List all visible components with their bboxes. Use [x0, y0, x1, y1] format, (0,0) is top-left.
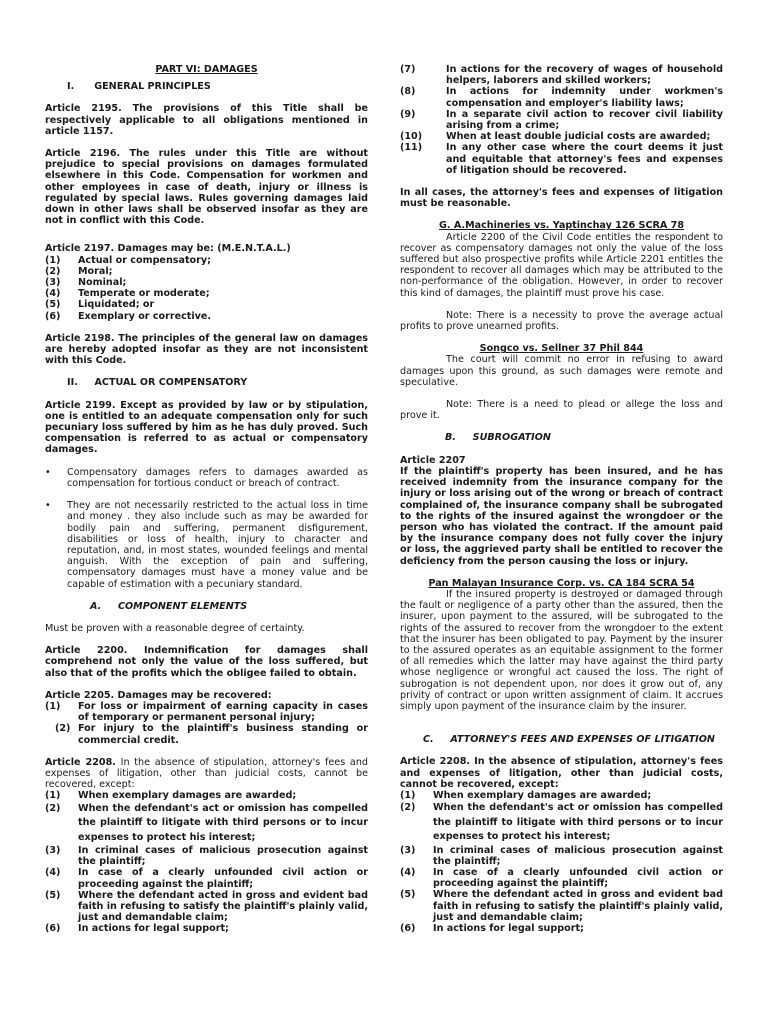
list-item: (5) Where the defendant acted in gross and evident bad faith in refusing to satisfy the plaintiff's plainly valid, just and demandable claim;: [400, 889, 723, 923]
list-item: (6) In actions for legal support;: [400, 923, 584, 935]
case-title-pan-malayan: Pan Malayan Insurance Corp. vs. CA 184 SCRA 54: [428, 577, 695, 589]
list-item: (4) Temperate or moderate;: [45, 288, 210, 300]
list-item: (10) When at least double judicial costs are awarded;: [400, 131, 711, 143]
all-cases-reasonable: In all cases, the attorney's fees and expenses of litigation must be reasonable.: [400, 187, 723, 210]
case-body-ga-machineries: Article 2200 of the Civil Code entitles the respondent to recover as compensatory damages not only the value of the loss suffered but also prospective profits while Article 2201 entitles the respondent to recover all damages which may be attributed to the non-performance of the obligation. However, in order to recover this kind of damages, the plaintiff must prove his case.: [400, 231, 723, 299]
article-2197-heading: Article 2197. Damages may be: (M.E.N.T.A.L.): [45, 243, 291, 255]
list-item: (11) In any other case where the court deems it just and equitable that attorney's fees and expenses of litigation should be recovered.: [400, 142, 723, 176]
section-attorneys-fees: C. ATTORNEY'S FEES AND EXPENSES OF LITIGATION: [423, 734, 715, 746]
bullet-item: • They are not necessarily restricted to the actual loss in time and money . they also include such as may be awarded for bodily pain and suffering, permanent disfigurement, disabilities or loss of health, injury to character and reputation, and, in most states, wounded feelings and mental anguish. With the exception of pain and suffering, compensatory damages must have a money value and be capable of estimation with a pecuniary standard.: [45, 500, 368, 590]
list-item: (3) In criminal cases of malicious prosecution against the plaintiff;: [45, 845, 368, 868]
article-2195: Article 2195. The provisions of this Title shall be respectively applicable to all obligations mentioned in article 1157.: [45, 103, 368, 137]
case-note-songco: Note: There is a need to plead or allege the loss and prove it.: [400, 399, 723, 422]
article-2208-continued-list: [400, 64, 723, 176]
section-general-principles: I. GENERAL PRINCIPLES: [67, 81, 211, 93]
article-2208-right: Article 2208. In the absence of stipulation, attorney's fees and expenses of litigation, other than judicial costs, cannot be recovered, except:: [400, 756, 723, 790]
proven-note: Must be proven with a reasonable degree of certainty.: [45, 622, 305, 634]
article-2196: Article 2196. The rules under this Title are without prejudice to special provisions on damages formulated elsewhere in this Code. Compensation for workmen and other employees in case of death, injury or illness is regulated by special laws. Rules governing damages laid down in other laws shall be observed insofar as they are not in conflict with this Code.: [45, 148, 368, 227]
case-body-songco: The court will commit no error in refusing to award damages upon this ground, as such damages were remote and speculative.: [400, 354, 723, 388]
list-item: (2) For injury to the plaintiff's business standing or commercial credit.: [55, 723, 368, 746]
list-item: (4) In case of a clearly unfounded civil action or proceeding against the plaintiff;: [45, 867, 368, 890]
list-item: (3) In criminal cases of malicious prosecution against the plaintiff;: [400, 844, 723, 867]
list-item: (5) Liquidated; or: [45, 299, 155, 311]
list-item: (8) In actions for indemnity under workmen's compensation and employer's liability laws;: [400, 86, 723, 109]
article-2199: Article 2199. Except as provided by law or by stipulation, one is entitled to an adequate compensation only for such pecuniary loss suffered by him as he has duly proved. Such compensation is referred to as actual or compensatory damages.: [45, 399, 368, 456]
list-item: (1) Actual or compensatory;: [45, 254, 211, 266]
article-2200: Article 2200. Indemnification for damages shall comprehend not only the value of the loss suffered, but also that of the profits which the obligee failed to obtain.: [45, 645, 368, 679]
article-2198: Article 2198. The principles of the general law on damages are hereby adopted insofar as they are not inconsistent with this Code.: [45, 332, 368, 367]
article-2197-list: [45, 255, 368, 322]
list-item: (6) In actions for legal support;: [45, 923, 229, 935]
list-item: (2) Moral;: [45, 265, 113, 277]
article-2208-left-list: [45, 790, 368, 934]
bullet-glyph: •: [45, 466, 51, 478]
bullet-glyph: •: [45, 500, 51, 512]
article-2208-left: Article 2208. In the absence of stipulation, attorney's fees and expenses of litigation, other than judicial costs, cannot be recovered, except:: [45, 756, 368, 791]
case-title-songco: Songco vs. Sellner 37 Phil 844: [479, 343, 644, 355]
list-item: (9) In a separate civil action to recover civil liability arising from a crime;: [400, 108, 723, 132]
article-2208-right-list: [400, 790, 723, 934]
list-item: (1) When exemplary damages are awarded;: [400, 789, 652, 801]
list-item: (2) When the defendant's act or omission has compelled the plaintiff to litigate with third persons or to incur expenses to protect his interest;: [400, 802, 723, 843]
list-item: (1) When exemplary damages are awarded;: [45, 790, 297, 802]
section-component-elements: A. COMPONENT ELEMENTS: [90, 600, 248, 612]
case-note-ga-machineries: Note: There is a necessity to prove the average actual profits to prove unearned profits.: [400, 309, 723, 333]
list-item: (3) Nominal;: [45, 277, 127, 289]
case-body-pan-malayan: If the insured property is destroyed or damaged through the fault or negligence of a party other than the assured, then the insurer, upon payment to the assured, will be subrogated to the rights of the assured to recover from the wrongdoer to the extent that the insurer has been obligated to pay. Payment by the insurer to the assured operates as an equitable assignment to the former of all remedies which the latter may have against the third party whose negligence or wrongful act caused the loss. The right of subrogation is not dependent upon, nor does it grow out of, any privity of contract or upon written assignment of claim. It accrues simply upon payment of the insurance claim by the insurer.: [400, 588, 723, 712]
case-title-ga-machineries: G. A.Machineries vs. Yaptinchay 126 SCRA 78: [438, 220, 684, 232]
list-item: (6) Exemplary or corrective.: [45, 310, 212, 322]
article-2205-list: [45, 701, 368, 746]
bullet-item: • Compensatory damages refers to damages awarded as compensation for tortious conduct or breach of contract.: [45, 466, 368, 489]
list-item: (7) In actions for the recovery of wages of household helpers, laborers and skilled workers;: [400, 64, 723, 87]
list-item: (1) For loss or impairment of earning capacity in cases of temporary or permanent personal injury;: [45, 700, 368, 724]
article-2207-heading: Article 2207: [400, 454, 466, 466]
page-title: PART VI: DAMAGES: [155, 64, 258, 75]
right-column: [400, 64, 723, 934]
article-2207-body: If the plaintiff's property has been insured, and he has received indemnity from the insurance company for the injury or loss arising out of the wrong or breach of contract complained of, the insurance company shall be subrogated to the rights of the insured against the wrongdoer or the person who has violated the contract. If the amount paid by the insurance company does not fully cover the injury or loss, the aggrieved party shall be entitled to recover the deficiency from the person causing the loss or injury.: [400, 465, 723, 567]
list-item: (2) When the defendant's act or omission has compelled the plaintiff to litigate with third persons or to incur expenses to protect his interest;: [45, 802, 368, 843]
left-column: [45, 64, 368, 935]
list-item: (5) Where the defendant acted in gross and evident bad faith in refusing to satisfy the plaintiff's plainly valid, just and demandable claim;: [45, 889, 368, 924]
section-actual-compensatory: II. ACTUAL OR COMPENSATORY: [67, 377, 248, 389]
section-subrogation: B. SUBROGATION: [445, 432, 551, 444]
list-item: (4) In case of a clearly unfounded civil action or proceeding against the plaintiff;: [400, 867, 723, 890]
article-2205-heading: Article 2205. Damages may be recovered:: [45, 689, 272, 701]
